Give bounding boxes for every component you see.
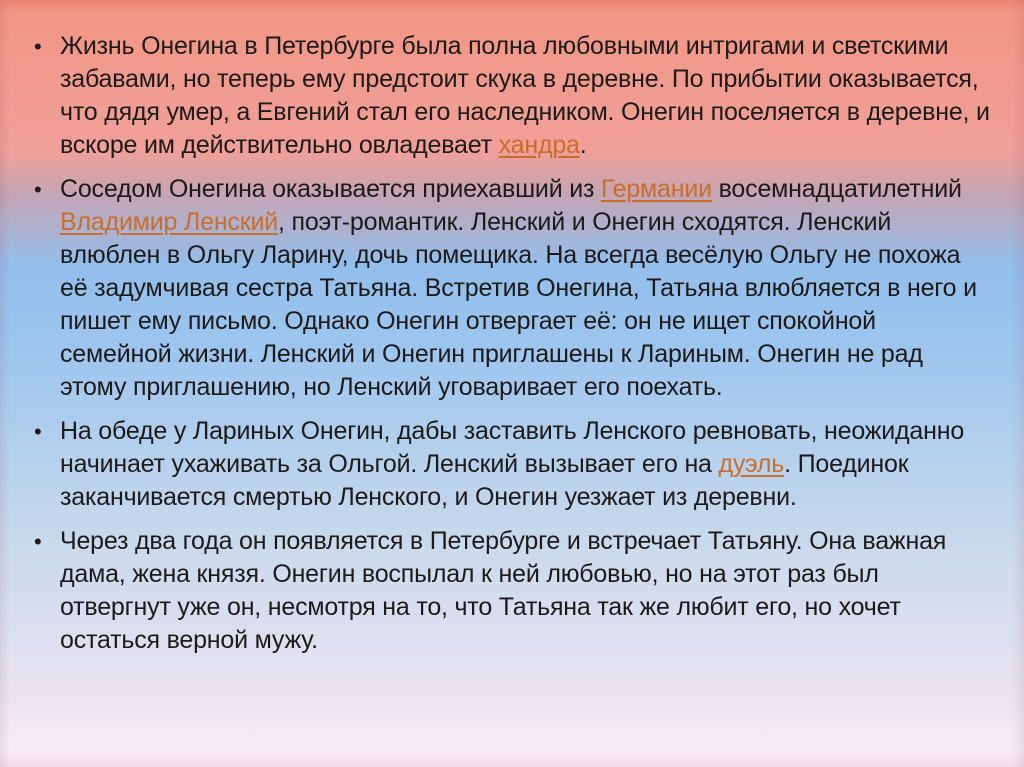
text-segment: Через два года он появляется в Петербурге и встречает Татьяну. Она важная дама, жена князя. Онегин воспылал к ней любовью, но на этот раз был отвергнут уже он, несмотря на то, что Татьяна так же любит его, но хочет остаться верной мужу. <box>60 527 947 654</box>
bullet-marker: • <box>34 34 42 59</box>
bullet-item-lensky-tatyana <box>30 173 994 404</box>
text-segment: . <box>579 131 587 159</box>
bullet-item-duel <box>30 415 994 514</box>
link-duel[interactable]: дуэль <box>718 450 785 478</box>
text-segment: восемнадцатилетний <box>711 175 962 203</box>
link-germany[interactable]: Германии <box>600 175 712 203</box>
bullet-text <box>60 30 994 162</box>
bullet-text <box>60 415 994 514</box>
text-segment: Соседом Онегина оказывается приехавший из <box>60 175 601 203</box>
bullet-item-onegin-village <box>30 30 994 162</box>
text-segment: Жизнь Онегина в Петербурге была полна любовными интригами и светскими забавами, но теперь ему предстоит скука в деревне. По прибытии оказывается, что дядя умер, а Евгений стал его наследником. Онегин поселяется в деревне, и вскоре им действительно овладевает <box>60 32 990 159</box>
text-segment: . Поединок заканчивается смертью Ленского, и Онегин уезжает из деревни. <box>60 450 909 511</box>
bullet-item-two-years-later <box>30 525 994 657</box>
link-khandra[interactable]: хандра <box>498 131 580 159</box>
bullet-marker: • <box>34 529 42 554</box>
bullet-text <box>60 173 994 404</box>
text-segment: На обеде у Лариных Онегин, дабы заставить Ленского ревновать, неожиданно начинает ухаживать за Ольгой. Ленский вызывает его на <box>60 417 965 478</box>
link-vladimir-lensky[interactable]: Владимир Ленский <box>60 208 279 236</box>
bullet-marker: • <box>34 177 42 202</box>
bullet-marker: • <box>34 419 42 444</box>
bullet-text <box>60 525 994 657</box>
text-segment: , поэт-романтик. Ленский и Онегин сходятся. Ленский влюблен в Ольгу Ларину, дочь помещика. На всегда весёлую Ольгу не похожа её задумчивая сестра Татьяна. Встретив Онегина, Татьяна влюбляется в него и пишет ему письмо. Однако Онегин отвергает её: он не ищет спокойной семейной жизни. Ленский и Онегин приглашены к Лариным. Онегин не рад этому приглашению, но Ленский уговаривает его поехать. <box>60 208 977 401</box>
